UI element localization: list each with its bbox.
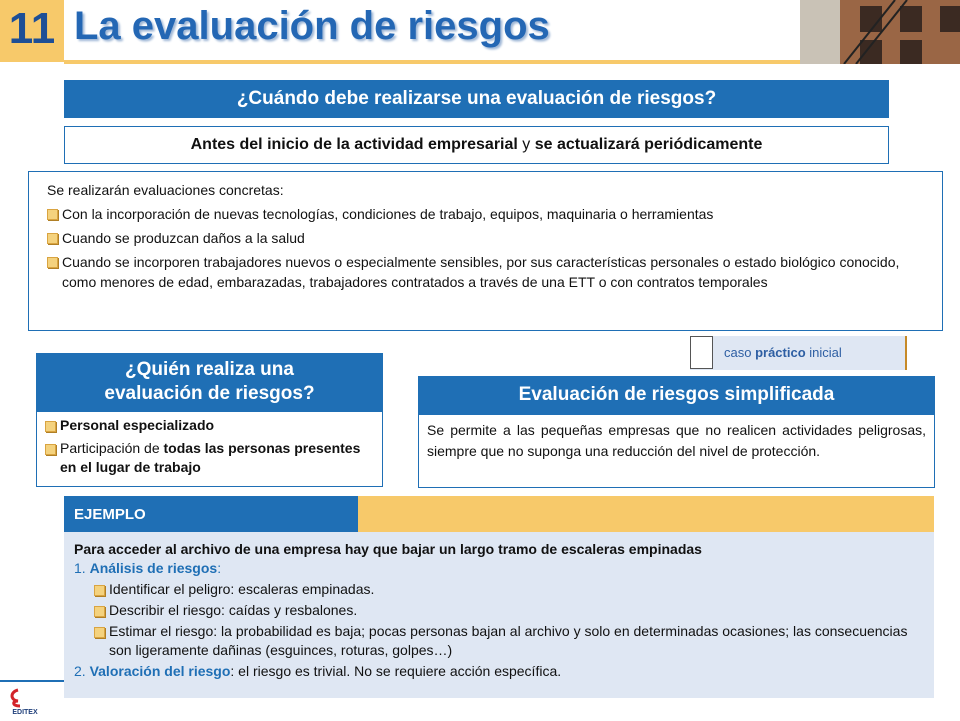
list-item: Cuando se incorporen trabajadores nuevos o especialmente sensibles, por sus características personales o estado biológico conocido, como menores de edad, embarazadas, trabajadores contratados a través de una ETT o con contratos temporales bbox=[47, 252, 932, 292]
concrete-intro: Se realizarán evaluaciones concretas: bbox=[47, 182, 284, 198]
corner-tab bbox=[933, 698, 960, 720]
list-item: Describir el riesgo: caídas y resbalones. bbox=[74, 601, 924, 620]
square-bullet-icon bbox=[47, 233, 58, 244]
step1-heading: 1. Análisis de riesgos: bbox=[74, 560, 222, 576]
square-bullet-icon bbox=[94, 585, 105, 596]
answer-part-1: Antes del inicio de la actividad empresarial bbox=[190, 136, 518, 153]
list-item: Identificar el peligro: escaleras empinadas. bbox=[74, 580, 924, 599]
list-item: Estimar el riesgo: la probabilidad es baja; pocas personas bajan al archivo y solo en determinadas ocasiones; las consecuencias son ligeramente dañinas (esguinces, roturas, golpes…) bbox=[74, 622, 924, 660]
who-heading: ¿Quién realiza una evaluación de riesgos? bbox=[36, 353, 383, 411]
list-item: Personal especializado bbox=[45, 416, 378, 435]
simplified-body: Se permite a las pequeñas empresas que no realicen actividades peligrosas, siempre que no suponga una reducción del nivel de protección. bbox=[418, 414, 935, 488]
case-badge-box bbox=[690, 336, 713, 369]
list-item: Cuando se produzcan daños a la salud bbox=[47, 228, 932, 248]
square-bullet-icon bbox=[47, 209, 58, 220]
case-study-link[interactable]: caso práctico inicial bbox=[690, 336, 907, 370]
list-item: Con la incorporación de nuevas tecnologías, condiciones de trabajo, equipos, maquinaria o herramientas bbox=[47, 204, 932, 224]
example-intro: Para acceder al archivo de una empresa hay que bajar un largo tramo de escaleras empinadas bbox=[74, 541, 702, 557]
example-label: EJEMPLO bbox=[64, 496, 358, 532]
svg-text:EDITEX: EDITEX bbox=[12, 709, 38, 716]
title-underline bbox=[64, 60, 800, 64]
concrete-evaluations-box bbox=[28, 171, 943, 331]
page-title: La evaluación de riesgos bbox=[74, 4, 550, 48]
example-body bbox=[64, 532, 934, 698]
square-bullet-icon bbox=[45, 421, 56, 432]
example-bar bbox=[358, 496, 934, 532]
square-bullet-icon bbox=[94, 606, 105, 617]
when-answer bbox=[64, 126, 889, 164]
editex-logo bbox=[4, 688, 46, 716]
answer-part-2: se actualizará periódicamente bbox=[534, 136, 763, 153]
simplified-heading: Evaluación de riesgos simplificada bbox=[418, 376, 935, 414]
building-photo bbox=[800, 0, 960, 64]
who-box bbox=[36, 411, 383, 487]
step2: 2. Valoración del riesgo: el riesgo es trivial. No se requiere acción específica. bbox=[74, 663, 562, 679]
answer-connector: y bbox=[517, 136, 535, 153]
footer-line bbox=[0, 680, 64, 682]
square-bullet-icon bbox=[94, 627, 105, 638]
when-question-heading: ¿Cuándo debe realizarse una evaluación de riesgos? bbox=[64, 80, 889, 118]
square-bullet-icon bbox=[45, 444, 56, 455]
chapter-number: 11 bbox=[8, 4, 56, 53]
square-bullet-icon bbox=[47, 257, 58, 268]
list-item: Participación de todas las personas presentes en el lugar de trabajo bbox=[45, 439, 378, 477]
